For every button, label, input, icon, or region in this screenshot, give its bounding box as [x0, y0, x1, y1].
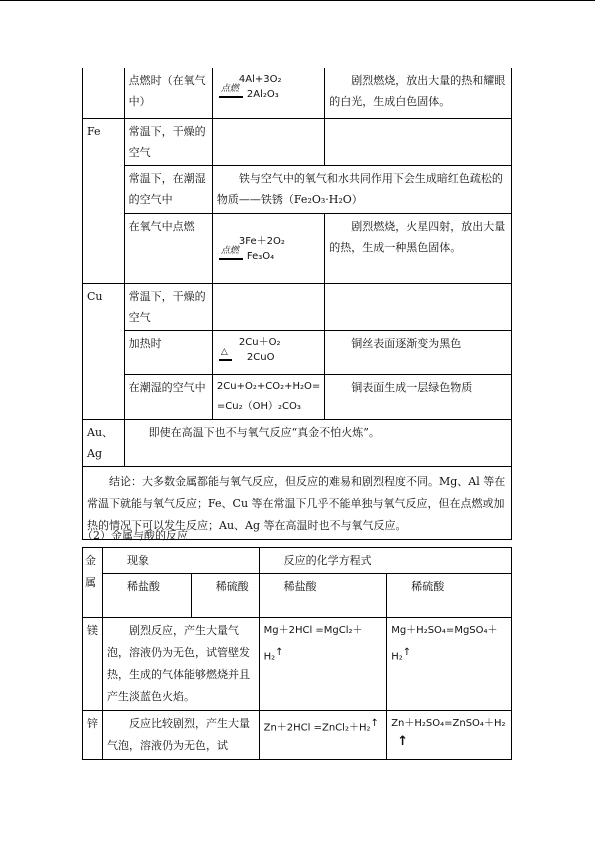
equation-cell-empty [212, 283, 324, 330]
metal-acid-table [82, 547, 512, 760]
phenomenon-cell-empty [325, 283, 512, 330]
equation-products: 2CuO [246, 351, 275, 363]
equation-reactants: 4Al+3O₂ [238, 74, 282, 85]
equation-cell [212, 213, 324, 283]
header-equation: 反应的化学方程式 [259, 548, 511, 574]
zn-h2so4-equation-cell [387, 711, 512, 760]
section-heading: （2）金属与酸的反应 [82, 529, 188, 542]
zn-phenomenon-cell: 反应比较剧烈，产生大量气泡，溶液仍为无色，试 [103, 711, 260, 760]
reaction-condition-label: 点燃 [220, 84, 239, 94]
au-ag-description-cell: 即使在高温下也不与氧气反应“真金不怕火炼”。 [124, 419, 511, 466]
metal-label-mg: 镁 [83, 618, 103, 711]
equation-products: Fe₃O₄ [246, 250, 275, 262]
equation-cell [212, 68, 324, 118]
equation-products-line [217, 245, 320, 264]
equation-cell: 2Cu+O₂+CO₂+H₂O= =Cu₂（OH）₂CO₃ [212, 374, 324, 419]
metal-oxygen-table [82, 68, 512, 540]
equation-products-line [217, 346, 320, 365]
condition-cell: 在氧气中点燃 [124, 213, 212, 283]
mg-hcl-equation: Mg＋2HCl =MgCl₂＋H₂ [263, 625, 363, 663]
mg-h2so4-equation-cell [387, 618, 512, 711]
metal-cell-continued [83, 68, 125, 118]
metal-label-au-ag: Au、Ag [83, 419, 125, 466]
phenomenon-cell: 剧烈燃烧，放出大量的热和耀眼的白光，生成白色固体。 [325, 68, 512, 118]
metal-label-zn: 锌 [83, 711, 103, 760]
header-hcl-phenomenon: 稀盐酸 [103, 574, 192, 618]
condition-cell: 加热时 [124, 330, 212, 374]
reaction-condition-label: 点燃 [220, 245, 239, 256]
zn-h2so4-equation: Zn＋H₂SO₄=ZnSO₄＋H₂ [391, 718, 506, 729]
header-metal: 金属 [83, 548, 103, 618]
header-h2so4-phenomenon: 稀硫酸 [191, 574, 259, 618]
gas-up-arrow-icon: ↑ [397, 734, 409, 749]
zn-hcl-equation: Zn＋2HCl =ZnCl₂＋H₂ [263, 722, 371, 734]
condition-cell: 常温下，干燥的空气 [124, 283, 212, 330]
conclusion-cell: 结论：大多数金属都能与氧气反应，但反应的难易和剧烈程度不同。Mg、Al 等在常温下就能与氧气反应；Fe、Cu 等在常温下几乎不能单独与氧气反应，但在点燃或加热的情况下可以发生反应；Au、Ag 等在高温时也不与氧气反应。 [83, 466, 512, 539]
zn-hcl-equation-cell [259, 711, 387, 760]
condition-cell: 常温下，干燥的空气 [124, 118, 212, 165]
equation-reactants: 2Cu＋O₂ [238, 336, 281, 348]
phenomenon-cell-empty [325, 118, 512, 165]
equation-cell [212, 330, 324, 374]
equation-cell-empty [212, 118, 324, 165]
equation-products: 2Al₂O₃ [246, 89, 279, 100]
metal-label-fe: Fe [83, 118, 125, 283]
mg-hcl-equation-cell [259, 618, 387, 711]
header-h2so4-equation: 稀硫酸 [387, 574, 512, 618]
equation-products-line [217, 84, 320, 102]
condition-cell: 常温下，在潮湿的空气中 [124, 165, 212, 213]
phenomenon-cell: 剧烈燃烧，火星四射，放出大量的热，生成一种黑色固体。 [325, 213, 512, 283]
equation-reactants: 3Fe＋2O₂ [238, 235, 285, 247]
mg-h2so4-equation: Mg＋H₂SO₄=MgSO₄＋H₂ [391, 625, 498, 663]
phenomenon-cell: 铜表面生成一层绿色物质 [325, 374, 512, 419]
gas-up-arrow-icon: ↑ [275, 647, 284, 658]
condition-cell: 在潮湿的空气中 [124, 374, 212, 419]
header-phenomenon: 现象 [103, 548, 260, 574]
phenomenon-cell: 铜丝表面逐渐变为黑色 [325, 330, 512, 374]
metal-label-cu: Cu [83, 283, 125, 419]
header-hcl-equation: 稀盐酸 [259, 574, 387, 618]
mg-phenomenon-cell: 剧烈反应，产生大量气泡，溶液仍为无色，试管壁发热，生成的气体能够燃烧并且产生淡蓝色火焰。 [103, 618, 260, 711]
page-top-rule [0, 0, 595, 1]
gas-up-arrow-icon: ↑ [402, 647, 412, 658]
gas-up-arrow-icon: ↑ [370, 718, 379, 729]
reaction-condition-label: △ [220, 346, 228, 357]
condition-cell: 点燃时（在氧气中） [124, 68, 212, 118]
rust-description-cell: 铁与空气中的氧气和水共同作用下会生成暗红色疏松的物质——铁锈（Fe₂O₃·H₂O） [212, 165, 511, 213]
